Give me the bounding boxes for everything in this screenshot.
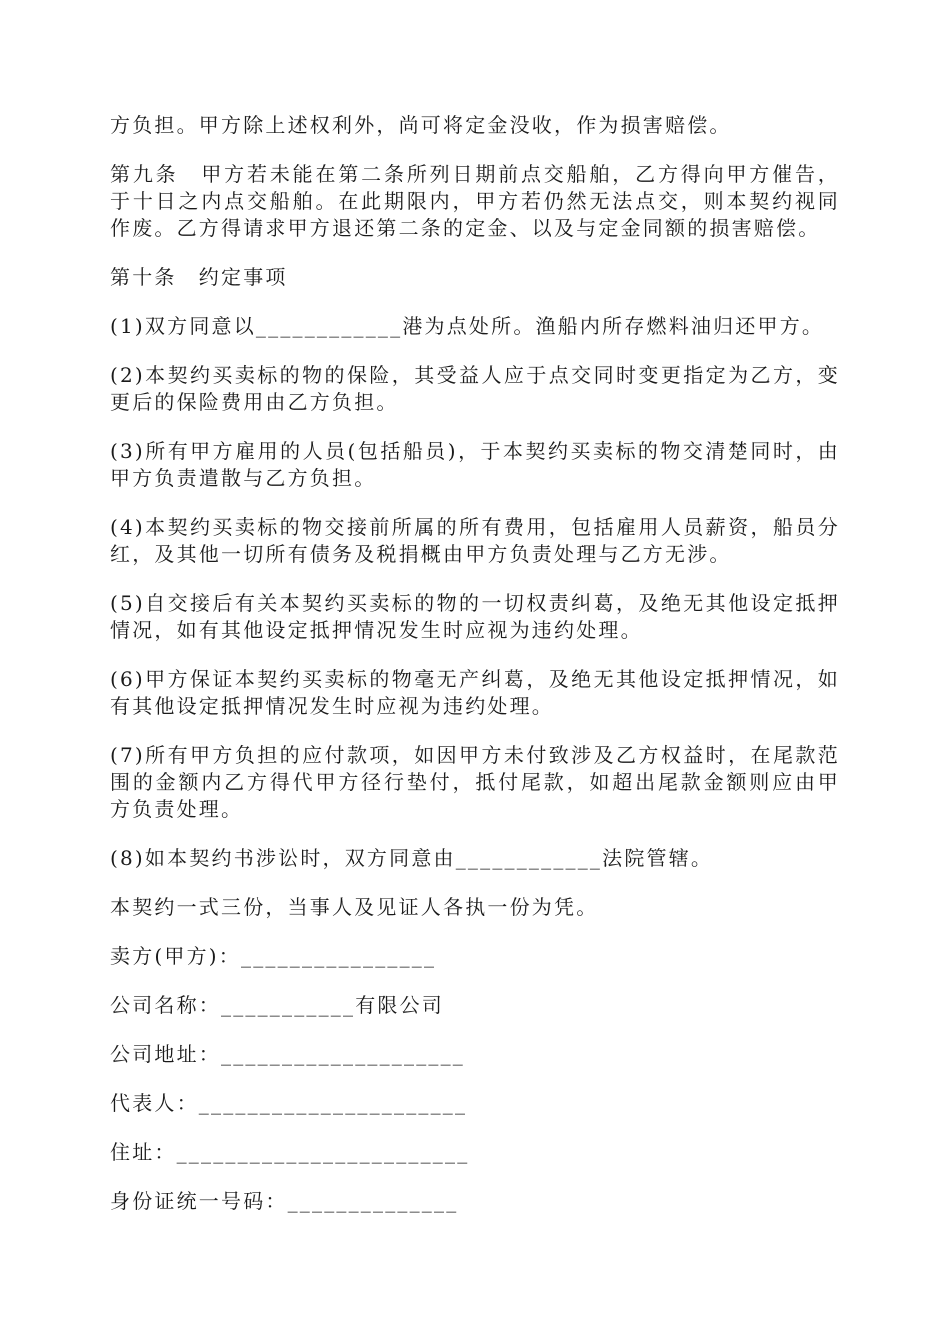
- paragraph-penalty-continuation: 方负担。甲方除上述权利外，尚可将定金没收，作为损害赔偿。: [110, 113, 732, 137]
- seller-field: 卖方(甲方)：________________: [110, 944, 437, 968]
- clause-6-guarantee: (6)甲方保证本契约买卖标的物毫无产纠葛，及绝无其他设定抵押情况，如有其他设定抵押情况发生时应视为违约处理。: [110, 667, 840, 718]
- clause-5-rights-disputes: (5)自交接后有关本契约买卖标的物的一切权责纠葛，及绝无其他设定抵押情况，如有其他设定抵押情况发生时应视为违约处理。: [110, 591, 840, 642]
- contract-page: [110, 112, 840, 1237]
- clause-4-expenses: (4)本契约买卖标的物交接前所属的所有费用，包括雇用人员薪资，船员分红，及其他一切所有债务及税捐概由甲方负责处理与乙方无涉。: [110, 515, 840, 566]
- paragraph-article-9: 第九条 甲方若未能在第二条所列日期前点交船舶，乙方得向甲方催告，于十日之内点交船舶。在此期限内，甲方若仍然无法点交，则本契约视同作废。乙方得请求甲方退还第二条的定金、以及与定金同额的损害赔偿。: [110, 162, 840, 240]
- clause-8-jurisdiction: (8)如本契约书涉讼时，双方同意由____________法院管辖。: [110, 846, 714, 870]
- clause-7-payables: (7)所有甲方负担的应付款项，如因甲方未付致涉及乙方权益时，在尾款范围的金额内乙方得代甲方径行垫付，抵付尾款，如超出尾款金额则应由甲方负责处理。: [110, 743, 840, 821]
- clause-2-insurance: (2)本契约买卖标的物的保险，其受益人应于点交同时变更指定为乙方，变更后的保险费用由乙方负担。: [110, 363, 840, 414]
- company-name-field: 公司名称：___________有限公司: [110, 993, 444, 1017]
- clause-1-delivery-port: (1)双方同意以____________港为点处所。渔船内所存燃料油归还甲方。: [110, 314, 825, 338]
- residence-field: 住址：________________________: [110, 1140, 470, 1164]
- clause-3-personnel: (3)所有甲方雇用的人员(包括船员)，于本契约买卖标的物交清楚同时，由甲方负责遣散与乙方负担。: [110, 439, 840, 490]
- company-address-field: 公司地址：____________________: [110, 1042, 465, 1066]
- representative-field: 代表人：______________________: [110, 1091, 468, 1115]
- copies-statement: 本契约一式三份，当事人及见证人各执一份为凭。: [110, 895, 599, 919]
- paragraph-article-10-heading: 第十条 约定事项: [110, 265, 288, 289]
- id-number-field: 身份证统一号码：______________: [110, 1189, 459, 1213]
